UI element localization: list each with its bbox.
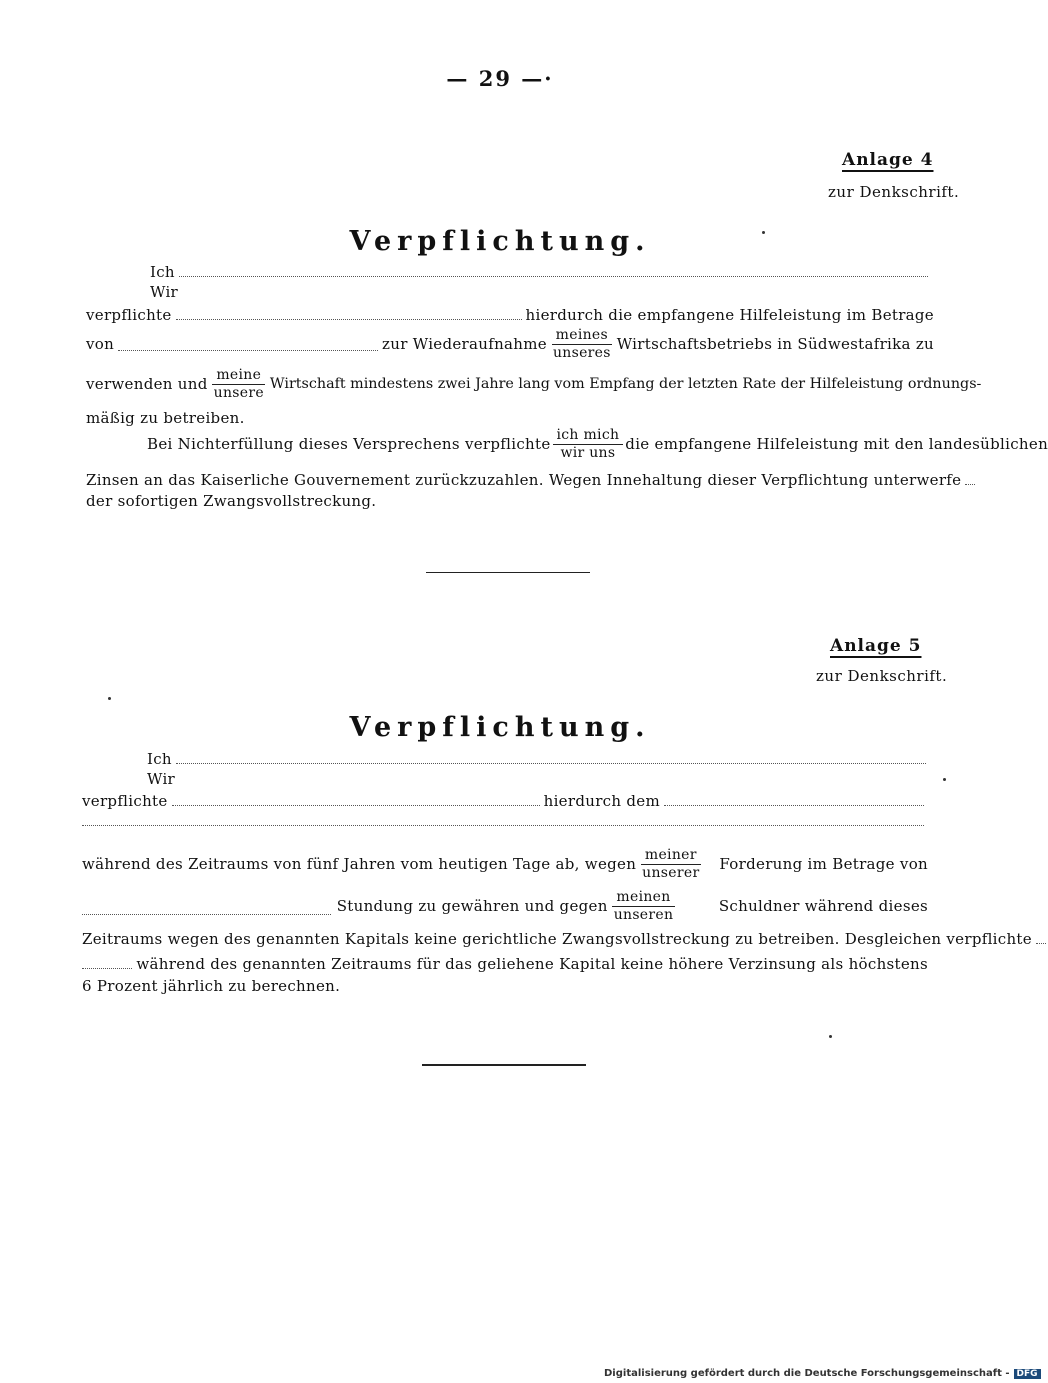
anlage-5-heading: Anlage 5	[830, 636, 922, 656]
doc1-l3-a: von	[86, 335, 115, 354]
doc1-frac-num: meine	[212, 368, 265, 385]
doc2-blank-5	[82, 914, 331, 915]
digitization-credit	[604, 1368, 1041, 1379]
doc1-blank-name	[179, 276, 928, 277]
doc1-blank-7	[965, 484, 975, 485]
doc1-l6-a: Bei Nichterfüllung dieses Versprechens verpflichte	[147, 435, 551, 454]
end-divider	[422, 1064, 586, 1066]
scan-speck	[829, 1035, 832, 1038]
doc2-l5-a: Stundung zu gewähren und gegen	[336, 897, 608, 916]
scan-speck	[762, 231, 765, 234]
doc2-line-ich	[147, 750, 930, 768]
doc1-line-3	[86, 328, 934, 360]
doc1-line-2	[86, 306, 934, 324]
doc2-blank-name	[176, 763, 926, 764]
doc1-frac-num: meines	[552, 328, 612, 345]
doc1-l4-b: Wirtschaft mindestens zwei Jahre lang vom Empfang der letzten Rate der Hilfeleistung ordnungs-	[269, 376, 982, 393]
doc1-frac-den: unseres	[552, 344, 611, 361]
doc2-l6: Zeitraums wegen des genannten Kapitals keine gerichtliche Zwangsvollstreckung zu betreiben. Desgleichen verpflichte	[82, 930, 1032, 948]
doc2-l4-a: während des Zeitraums von fünf Jahren vom heutigen Tage ab, wegen	[82, 855, 637, 874]
doc1-l2-a: verpflichte	[86, 306, 172, 324]
doc2-l2-b: hierdurch dem	[543, 792, 660, 810]
doc2-line-6	[82, 930, 1032, 948]
doc2-line-5	[82, 890, 928, 922]
doc1-line-4	[86, 367, 982, 401]
scan-speck	[108, 697, 111, 700]
doc2-ich: Ich	[147, 750, 172, 768]
doc2-l2-a: verpflichte	[82, 792, 168, 810]
doc1-l4-a: verwenden und	[86, 375, 208, 394]
doc2-line-4	[82, 848, 928, 880]
doc2-l5-b: Schuldner während dieses	[718, 897, 929, 916]
doc2-frac-den: unserer	[642, 864, 700, 881]
doc1-l7: Zinsen an das Kaiserliche Gouvernement zurückzuzahlen. Wegen Innehaltung dieser Verpflichtung unterwerfe	[86, 471, 962, 489]
doc1-blank-3	[118, 350, 378, 351]
anlage-4-subheading: zur Denkschrift.	[828, 183, 960, 201]
doc2-blank-2b	[664, 805, 924, 806]
doc2-line-2	[82, 792, 928, 810]
anlage-5-subheading: zur Denkschrift.	[816, 667, 948, 685]
doc1-line-ich	[150, 263, 932, 281]
doc2-frac-num: meiner	[641, 848, 701, 865]
doc1-l2-b: hierdurch die empfangene Hilfeleistung im Betrage	[525, 306, 934, 324]
doc1-l3-c: Wirtschaftsbetriebs in Südwestafrika zu	[616, 335, 934, 354]
doc1-fraction-ich-mich	[553, 428, 624, 460]
doc2-blank-2a	[172, 805, 540, 806]
doc2-frac-num: meinen	[612, 890, 674, 907]
doc2-title: Verpflichtung.	[349, 712, 651, 743]
doc1-line-7	[86, 471, 962, 489]
doc2-l7: während des genannten Zeitraums für das geliehene Kapital keine höhere Verzinsung als höchstens	[136, 955, 928, 973]
doc2-l8: 6 Prozent jährlich zu berechnen.	[82, 977, 341, 995]
doc2-blank-3	[82, 825, 924, 826]
doc2-blank-6	[1036, 943, 1046, 944]
doc1-ich: Ich	[150, 263, 175, 281]
doc1-title: Verpflichtung.	[349, 226, 651, 257]
doc2-frac-den: unseren	[613, 906, 674, 923]
doc1-frac-den: wir uns	[560, 444, 616, 461]
doc1-frac-den: unsere	[213, 384, 264, 401]
anlage-4-heading: Anlage 4	[842, 150, 934, 170]
doc2-wir: Wir	[147, 770, 176, 788]
doc1-wir: Wir	[150, 283, 179, 301]
doc2-line-7	[82, 955, 928, 973]
doc2-blank-7	[82, 968, 132, 969]
doc2-fraction-meinen	[610, 890, 678, 922]
doc1-blank-2	[176, 319, 522, 320]
doc1-l5: mäßig zu betreiben.	[86, 409, 245, 427]
page-number: — 29 —·	[446, 66, 554, 91]
doc1-l8: der sofortigen Zwangsvollstreckung.	[86, 492, 377, 510]
doc1-l3-b: zur Wiederaufnahme	[382, 335, 547, 354]
doc1-fraction-meine	[210, 368, 268, 400]
doc2-l4-b: Forderung im Betrage von	[719, 855, 928, 874]
doc2-fraction-meiner	[638, 848, 703, 880]
doc1-frac-num: ich mich	[553, 428, 624, 445]
section-divider	[426, 572, 590, 573]
footer-text: Digitalisierung gefördert durch die Deutsche Forschungsgemeinschaft -	[604, 1368, 1010, 1379]
doc1-line-6	[147, 427, 1048, 461]
scan-speck	[943, 778, 946, 781]
doc1-fraction-meines	[549, 328, 615, 360]
doc1-l6-b: die empfangene Hilfeleistung mit den landesüblichen	[625, 435, 1048, 454]
doc2-line-3	[82, 825, 928, 830]
dfg-logo: DFG	[1014, 1369, 1041, 1379]
